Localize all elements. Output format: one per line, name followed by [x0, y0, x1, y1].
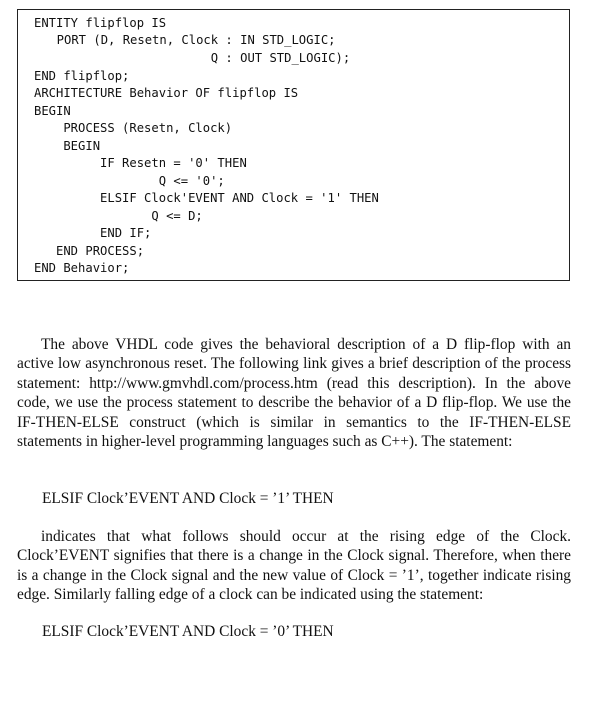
vhdl-code-block [17, 9, 570, 281]
code-line: PROCESS (Resetn, Clock) [34, 121, 233, 135]
code-line: ARCHITECTURE Behavior OF flipflop IS [34, 86, 299, 100]
statement-rising-edge: ELSIF Clock’EVENT AND Clock = ’1’ THEN [42, 490, 334, 507]
code-line: BEGIN [34, 139, 101, 153]
code-line: BEGIN [34, 104, 71, 118]
code-line: ELSIF Clock'EVENT AND Clock = '1' THEN [34, 191, 379, 205]
code-line: ENTITY flipflop IS [34, 16, 167, 30]
code-line: Q : OUT STD_LOGIC); [42, 51, 351, 65]
code-line: Q <= '0'; [34, 174, 225, 188]
code-line: PORT (D, Resetn, Clock : IN STD_LOGIC; [42, 33, 336, 47]
statement-falling-edge: ELSIF Clock’EVENT AND Clock = ’0’ THEN [42, 623, 334, 640]
code-line: END Behavior; [34, 261, 130, 275]
code-line: IF Resetn = '0' THEN [34, 156, 247, 170]
paragraph-process-description: The above VHDL code gives the behavioral description of a D flip-flop with an active low asynchronous reset. The following link gives a brief description of the process statement: http://www.gmvhdl.com/process.htm (read this description). In the above code, we use the process statement to describe the behavior of a D flip-flop. We use the IF-THEN-ELSE construct (which is similar in semantics to the IF-THEN-ELSE statements in higher-level programming languages such as C++). The statement: [17, 336, 571, 451]
code-line: END PROCESS; [34, 244, 145, 258]
code-line: Q <= D; [34, 209, 203, 223]
paragraph-edge-explanation: indicates that what follows should occur at the rising edge of the Clock. Clock’EVENT signifies that there is a change in the Clock signal. Therefore, when there is a change in the Clock signal and the new value of Clock = ’1’, together indicate rising edge. Similarly falling edge of a clock can be indicated using the statement: [17, 528, 571, 604]
code-line: END IF; [34, 226, 152, 240]
code-line: END flipflop; [34, 69, 130, 83]
